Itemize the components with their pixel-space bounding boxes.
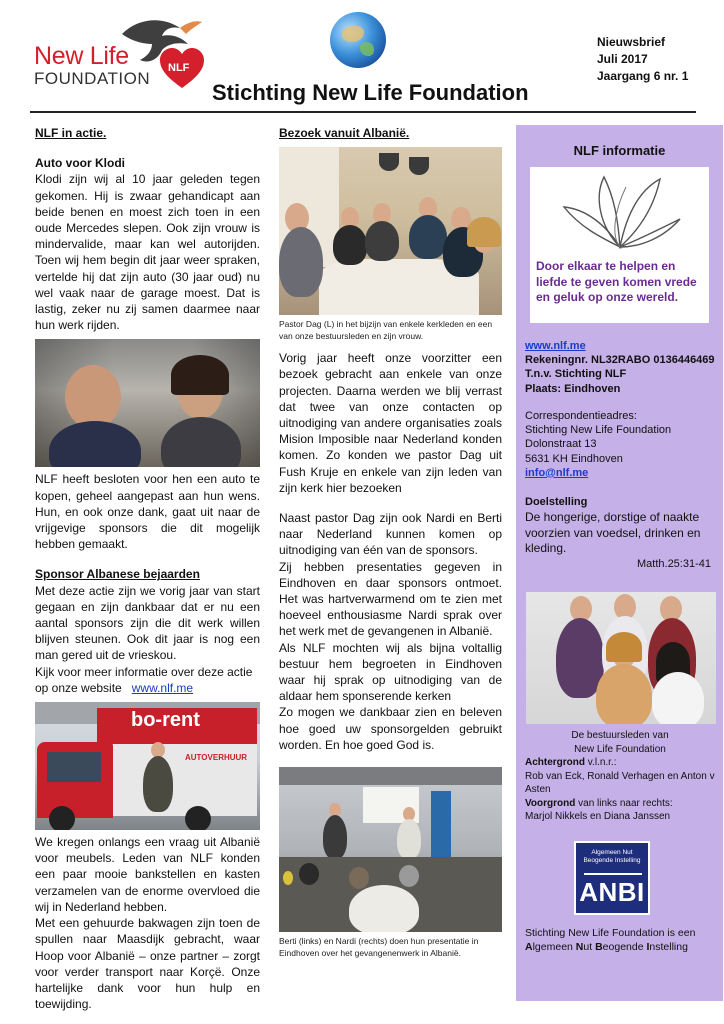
- website-link[interactable]: www.nlf.me: [131, 680, 194, 695]
- issue-type: Nieuwsbrief: [597, 35, 666, 49]
- photo-truck: [35, 702, 260, 830]
- board-front-names: Marjol Nikkels en Diana Janssen: [525, 811, 671, 822]
- globe-icon: [330, 12, 386, 68]
- goal-block: [525, 495, 715, 572]
- back-label: Achtergrond: [525, 757, 585, 768]
- website-prompt: Kijk voor meer informatie over deze actie op onze website: [35, 664, 253, 695]
- goal-title: Doelstelling: [525, 496, 588, 508]
- article-text-visit-3: Zij hebben presentaties gegeven in Eindhoven en daar sponsors ontmoet. Het was hartverwarmend om te zien met hoeveel enthousiasme Nardi sprak over het werk met de gevangenen in Albanië.: [279, 559, 502, 639]
- board-caption-block: [525, 729, 715, 824]
- anbi-statement: [525, 927, 715, 954]
- article-title-auto: Auto voor Klodi: [35, 156, 125, 171]
- article-title-visit: Bezoek vanuit Albanië.: [279, 126, 410, 140]
- anbi-title: ANBI: [579, 877, 645, 907]
- photo-board-members: [526, 592, 716, 724]
- article-title-sponsor: Sponsor Albanese bejaarden: [35, 567, 200, 582]
- logo-text-foundation: FOUNDATION: [34, 69, 151, 88]
- back-suffix: v.l.n.r.:: [585, 757, 617, 768]
- correspondence-block: [525, 409, 671, 480]
- logo-badge: NLF: [168, 62, 190, 74]
- caption-dinner: Pastor Dag (L) in het bijzijn van enkele kerkleden en een van onze bestuursleden en zijn vrouw.: [279, 319, 493, 341]
- correspondence-label: Correspondentieadres:: [525, 410, 637, 422]
- photo-dinner: [279, 147, 502, 315]
- correspondence-city: 5631 KH Eindhoven: [525, 452, 623, 465]
- photo-presentation: [279, 767, 502, 932]
- anbi-logo: [574, 841, 650, 915]
- board-back-row: [525, 756, 715, 770]
- account-holder: T.n.v. Stichting NLF: [525, 368, 627, 381]
- header-divider: [30, 111, 696, 113]
- article-text-visit-5: Zo mogen we dankbaar zien en beleven hoe goed uw sponsorgelden gebruikt worden. En hoe goed God is.: [279, 705, 502, 752]
- article-text-website: [35, 664, 260, 696]
- article-text-furniture: We kregen onlangs een vraag uit Albanië voor meubels. Leden van NLF konden een paar mooie bankstellen en kasten verzamelen van de enorme overvloed die wij in Nederland hebben.: [35, 835, 260, 914]
- anbi-line-1: Stichting New Life Foundation is een: [525, 927, 696, 939]
- column-middle: [279, 125, 502, 959]
- bank-account: Rekeningnr. NL32RABO 0136446469: [525, 354, 715, 367]
- board-caption-1: De bestuursleden van: [571, 730, 669, 741]
- board-caption-2: New Life Foundation: [574, 743, 666, 755]
- section-title: NLF in actie.: [35, 126, 107, 140]
- article-text-visit-1: Vorig jaar heeft onze voorzitter een bezoek gebracht aan enkele van onze projecten. Daarna werden we blij verrast dat twee van onze contacten op uitnodiging van andere organisaties zoals Mision Imposible naar Nederland konden komen. Zo konden we pastor Dag uit Fush Kruje en enkele van zijn leden van zijn kerk hier bezoeken: [279, 351, 502, 495]
- correspondence-street: Dolonstraat 13: [525, 438, 597, 451]
- article-text-sponsor: Met deze actie zijn we vorig jaar van start gegaan en zijn dankbaar dat er nu een aantal sponsors zijn die dit werk willen blijven steunen. Ook dit jaar is nog een man gered uit de vrieskou.: [35, 583, 260, 663]
- anbi-subtitle: Algemeen Nut Beogende Instelling: [583, 849, 641, 864]
- sidebar-title: NLF informatie: [573, 143, 666, 158]
- article-text-auto: Klodi zijn wij al 10 jaar geleden tegen gekomen. Hij is zwaar gehandicapt aan beide benen en moest zich toen in een oude Mercedes slepen. Ook zijn vrouw is mindervalide, maar kan wel autorijden. Toen wij hem begin dit jaar weer spraken, vertelde hij dat zijn auto (30 jaar oud) nu wel vaak naar de garage moest. Dat is lastig, zeker nu zij samen daarmee naar hun werk rijden.: [35, 172, 260, 333]
- truck-sub: AUTOVERHUUR: [185, 753, 248, 763]
- board-back-names: Rob van Eck, Ronald Verhagen en Anton v Asten: [525, 770, 715, 795]
- truck-sign: bo-rent: [131, 709, 200, 732]
- info-sidebar: [516, 125, 723, 1001]
- issue-info: [597, 34, 688, 85]
- front-suffix: van links naar rechts:: [575, 797, 673, 809]
- correspondence-name: Stichting New Life Foundation: [525, 424, 672, 437]
- contact-block: [525, 339, 715, 396]
- article-text-transport: Met een gehuurde bakwagen zijn toen de spullen naar Maasdijk gebracht, waar Hoop voor Albanië – onze partner – zorgt voor verder transport naar Korçë. Onze hartelijke dank voor hun hulp en toewijding.: [35, 916, 260, 1012]
- article-text-visit-4: Als NLF mochten wij als bijna voltallig bestuur hem begroeten in Eindhoven waar hij sprak op uitnodiging van de aldaar hem sponserende kerken: [279, 640, 502, 704]
- issue-volume: Jaargang 6 nr. 1: [597, 69, 689, 83]
- column-left: [35, 125, 260, 1012]
- account-place: Plaats: Eindhoven: [525, 382, 621, 395]
- goal-text: De hongerige, dorstige of naakte voorzien van voedsel, drinken en kleding.: [525, 510, 701, 556]
- board-front-row: [525, 797, 715, 811]
- flower-icon: [530, 167, 709, 257]
- photo-klodi-car: [35, 339, 260, 467]
- page-title: Stichting New Life Foundation: [212, 80, 529, 105]
- front-label: Voorgrond: [525, 797, 576, 809]
- sidebar-website-link[interactable]: www.nlf.me: [525, 340, 586, 352]
- anbi-line-2: Algemeen Nut Beogende Instelling: [525, 940, 688, 953]
- quote-card: [530, 167, 709, 323]
- email-link[interactable]: info@nlf.me: [525, 466, 589, 479]
- article-text-visit-2: Naast pastor Dag zijn ook Nardi en Berti naar Nederland kunnen komen op uitnodiging van één van de sponsors.: [279, 511, 502, 558]
- issue-date: Juli 2017: [597, 52, 648, 66]
- goal-reference: Matth.25:31-41: [637, 557, 711, 570]
- logo-text-new-life: New Life: [34, 42, 129, 70]
- caption-presentation: Berti (links) en Nardi (rechts) doen hun presentatie in Eindhoven over het gevangenenwerk in Albanië.: [279, 936, 479, 958]
- nlf-logo: [34, 14, 214, 94]
- sidebar-quote: Door elkaar te helpen en liefde te geven komen vrede en geluk op onze wereld.: [536, 259, 697, 304]
- article-text-auto-2: NLF heeft besloten voor hen een auto te kopen, geheel aangepast aan hun wens. Hun, en ook onze dank, gaat uit naar de vrijgevige sponsors die dit mogelijk hebben gemaakt.: [35, 472, 260, 552]
